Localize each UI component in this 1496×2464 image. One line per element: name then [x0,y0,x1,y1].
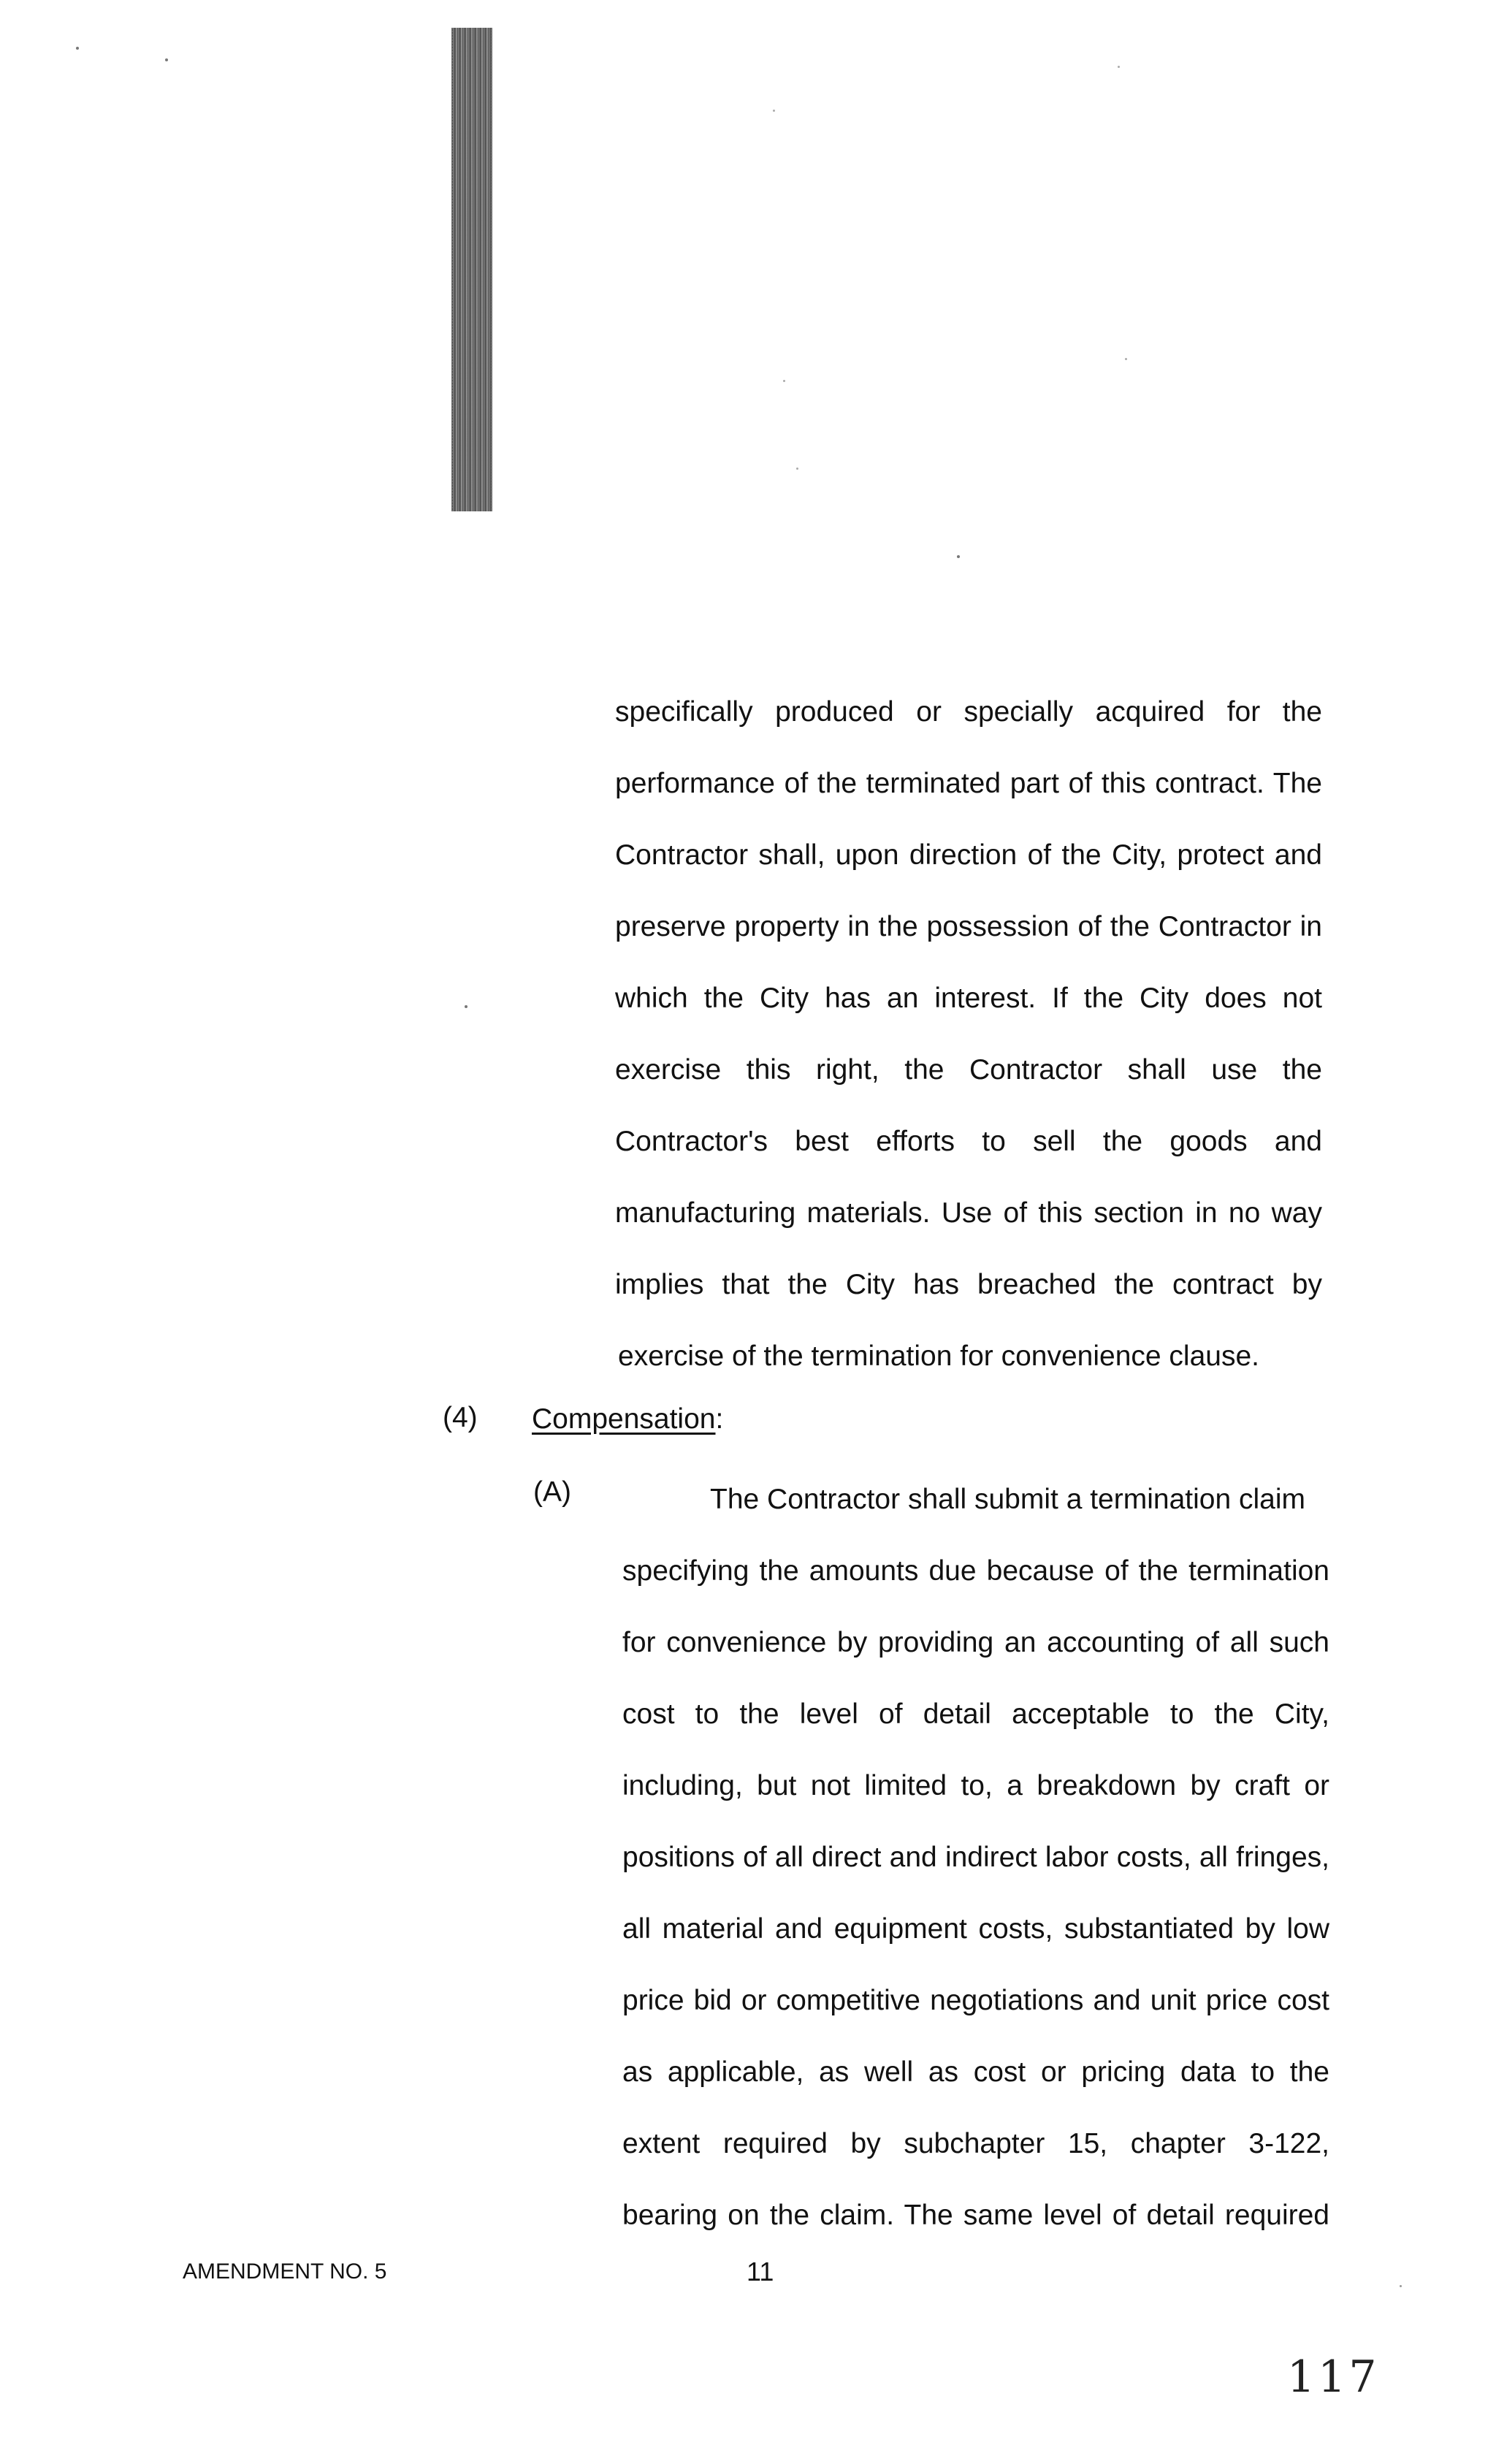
scan-speck [1118,66,1120,68]
body-line: extent required by subchapter 15, chapter 3-122, [622,2128,1329,2159]
body-line: performance of the terminated part of this contract. The [615,768,1322,799]
body-line: Contractor shall, upon direction of the City, protect and [615,839,1322,871]
section-number: (4) [443,1402,478,1433]
body-line: Contractor's best efforts to sell the goods and [615,1126,1322,1157]
scan-speck [796,468,798,470]
body-line: specifying the amounts due because of the termination [622,1555,1329,1587]
section-title [532,1403,723,1436]
body-line: implies that the City has breached the contract by [615,1269,1322,1300]
body-line: positions of all direct and indirect labor costs, all fringes, [622,1842,1329,1873]
scan-speck [165,58,168,61]
body-line: manufacturing materials. Use of this section in no way [615,1197,1322,1229]
scan-speck [1125,358,1127,360]
scan-speck [465,1005,468,1008]
bates-stamp-number: 117 [1287,2352,1380,2403]
body-line: exercise of the termination for convenience clause. [618,1340,1259,1372]
subsection-label: (A) [533,1476,571,1508]
scan-speck [783,380,785,382]
body-line: price bid or competitive negotiations and unit price cost [622,1985,1329,2016]
body-line: specifically produced or specially acquired for the [615,696,1322,728]
page-number: 11 [747,2257,774,2286]
body-line: which the City has an interest. If the City does not [615,983,1322,1014]
amendment-label: AMENDMENT NO. 5 [183,2259,387,2284]
scan-speck [76,47,79,50]
scan-speck [773,110,775,112]
body-line: cost to the level of detail acceptable to the City, [622,1698,1329,1730]
body-line: for convenience by providing an accounting of all such [622,1627,1329,1658]
section-title-text: Compensation [532,1403,716,1435]
body-line: bearing on the claim. The same level of detail required [622,2200,1329,2231]
scan-speck [957,555,960,558]
body-line: preserve property in the possession of the Contractor in [615,911,1322,942]
body-line: exercise this right, the Contractor shall use the [615,1054,1322,1086]
body-line: all material and equipment costs, substantiated by low [622,1913,1329,1945]
body-line: as applicable, as well as cost or pricing data to the [622,2056,1329,2088]
scan-artifact-bar [451,28,492,511]
scan-speck [1400,2285,1402,2287]
section-title-suffix: : [715,1403,724,1435]
body-line: The Contractor shall submit a termination claim [710,1484,1305,1515]
body-line: including, but not limited to, a breakdown by craft or [622,1770,1329,1801]
